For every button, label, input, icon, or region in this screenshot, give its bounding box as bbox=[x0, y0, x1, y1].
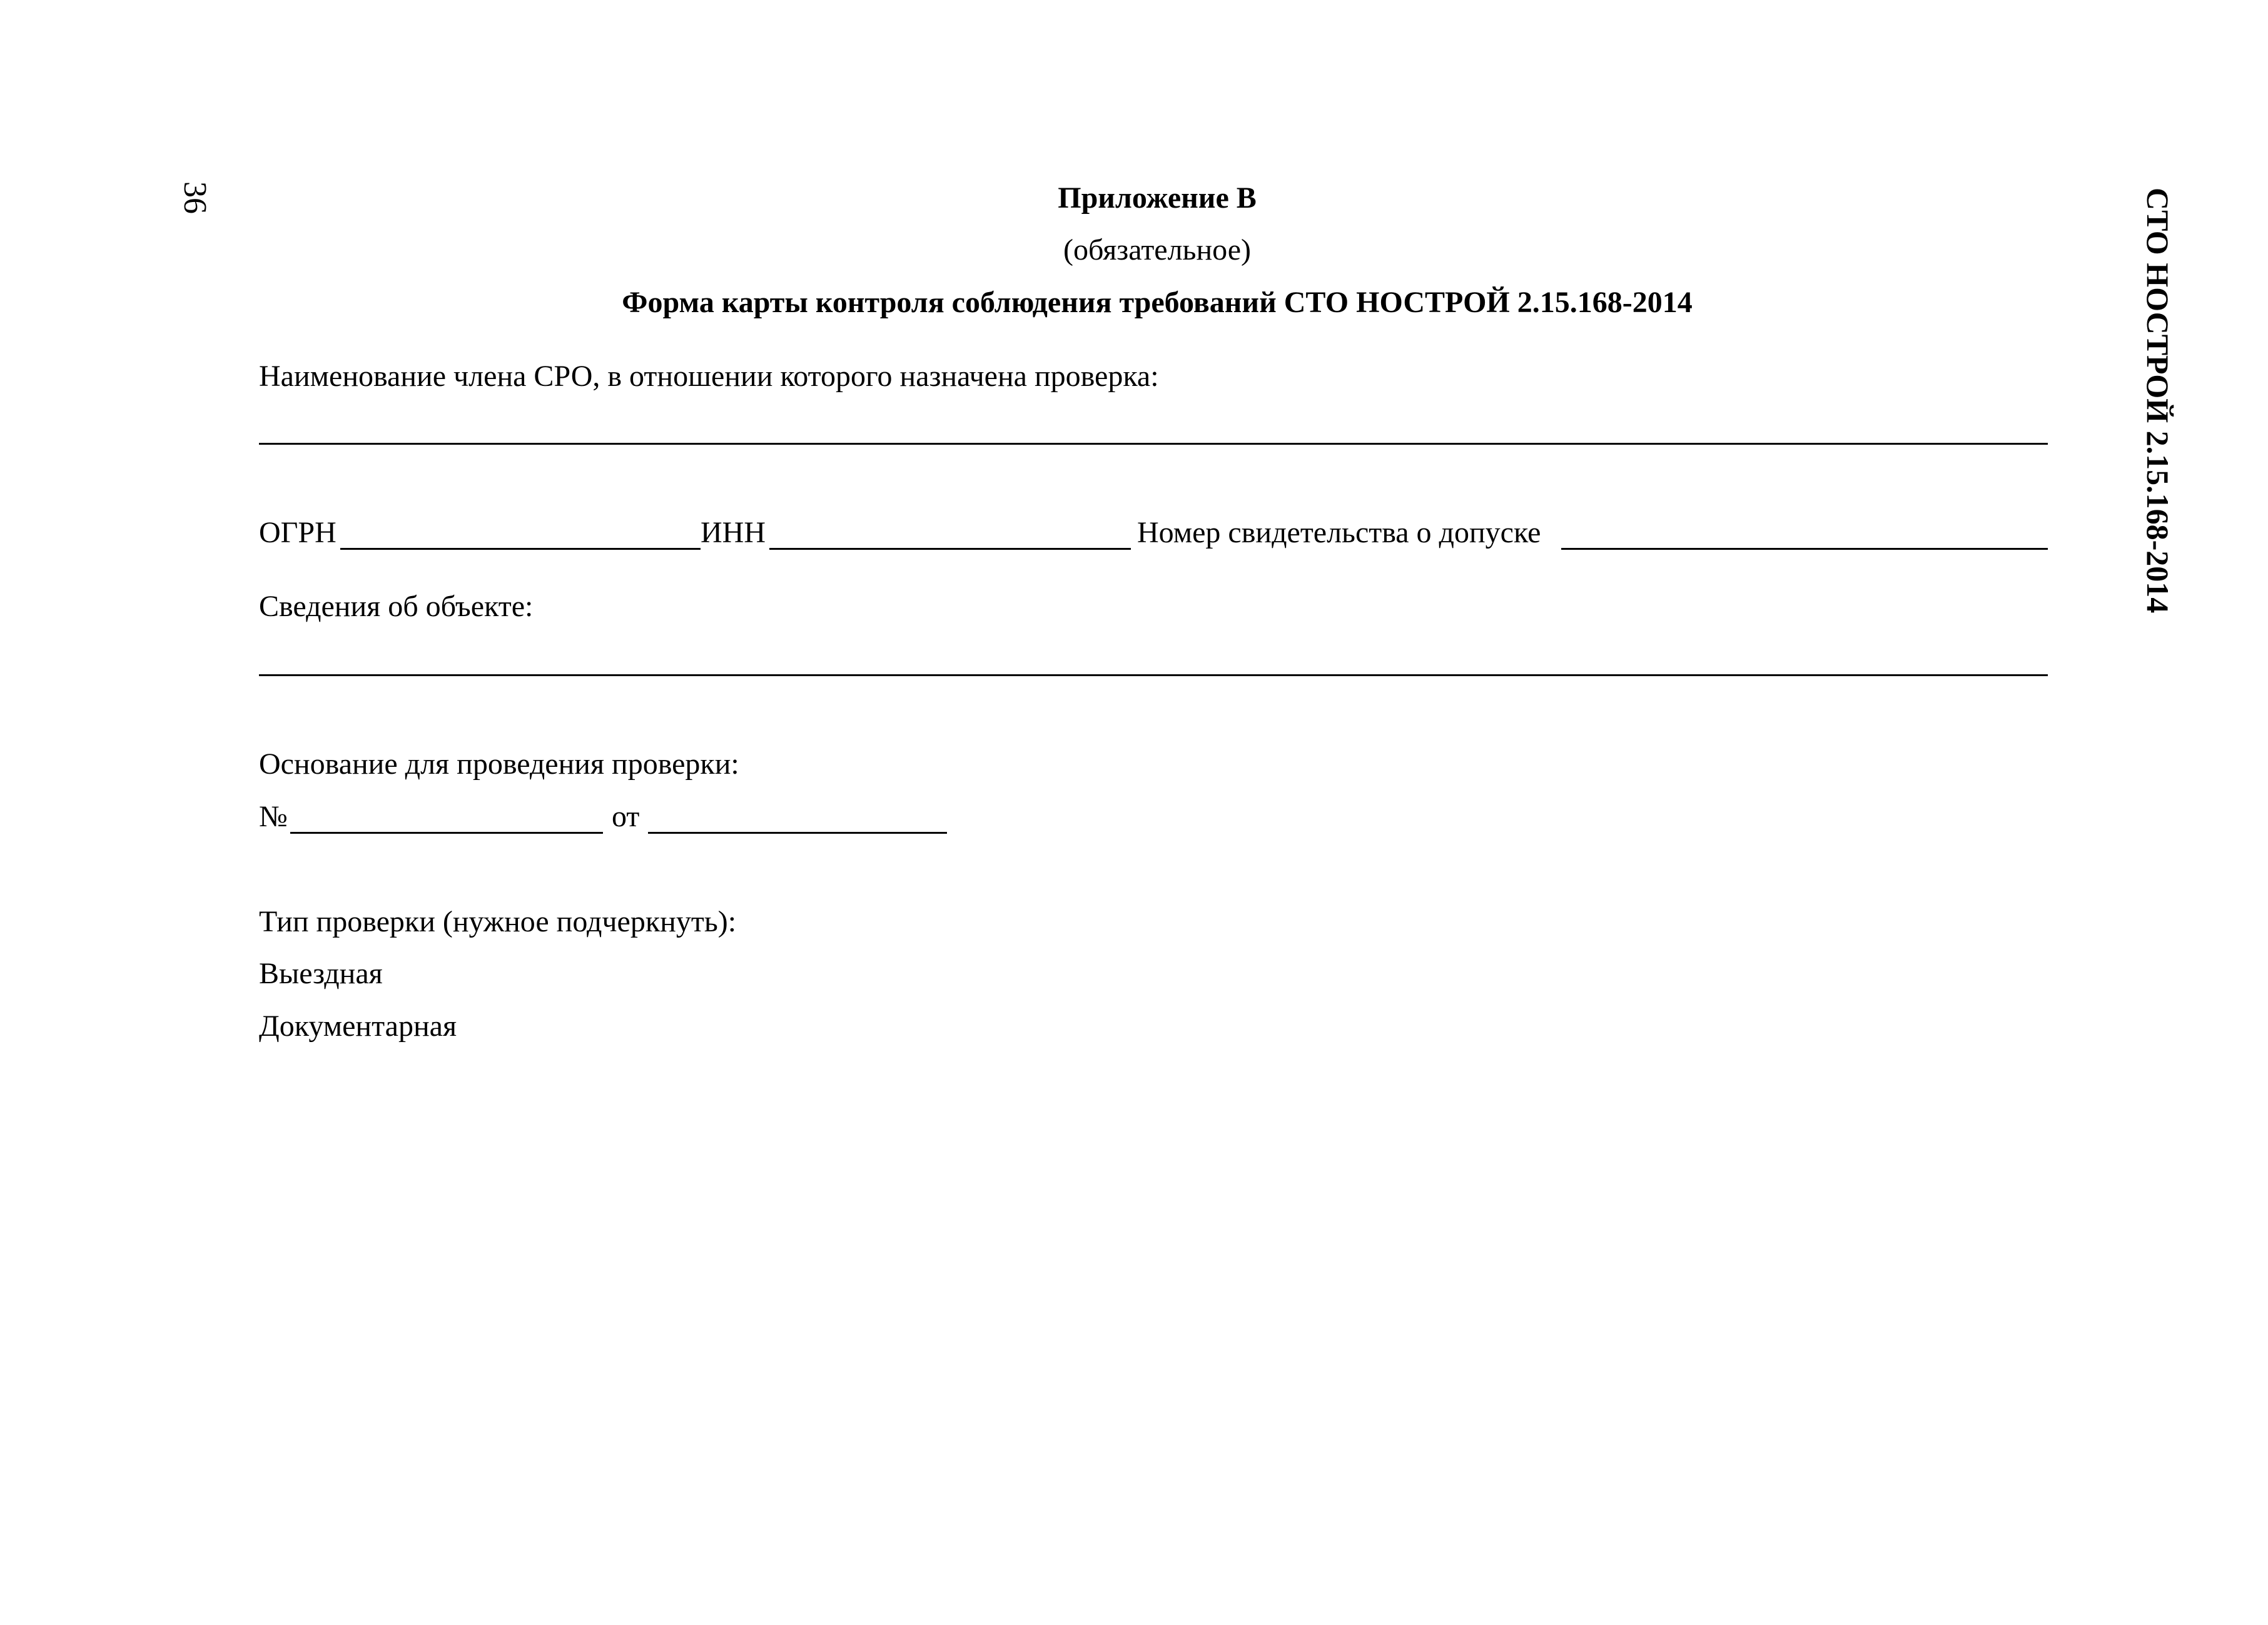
from-label: от bbox=[612, 800, 640, 833]
inn-line[interactable] bbox=[769, 548, 1131, 550]
form-title: Форма карты контроля соблюдения требований СТО НОСТРОЙ 2.15.168-2014 bbox=[622, 286, 1693, 319]
certificate-line[interactable] bbox=[1561, 548, 2048, 550]
basis-number-line[interactable] bbox=[290, 832, 603, 834]
check-type-documentary[interactable]: Документарная bbox=[259, 1010, 457, 1043]
appendix-status: (обязательное) bbox=[1063, 233, 1251, 266]
object-info-line[interactable] bbox=[259, 674, 2048, 676]
number-sign: № bbox=[259, 800, 288, 833]
inn-label: ИНН bbox=[701, 516, 766, 549]
ogrn-label: ОГРН bbox=[259, 516, 337, 549]
member-name-label: Наименование члена СРО, в отношении которого назначена проверка: bbox=[259, 360, 1159, 393]
object-info-label: Сведения об объекте: bbox=[259, 590, 534, 623]
page-number: 36 bbox=[177, 181, 213, 214]
check-type-onsite[interactable]: Выездная bbox=[259, 957, 383, 990]
ogrn-line[interactable] bbox=[340, 548, 701, 550]
appendix-title: Приложение В bbox=[1058, 181, 1257, 215]
document-header-vertical: СТО НОСТРОЙ 2.15.168-2014 bbox=[2140, 188, 2175, 614]
check-type-label: Тип проверки (нужное подчеркнуть): bbox=[259, 905, 737, 938]
basis-date-line[interactable] bbox=[648, 832, 947, 834]
basis-label: Основание для проведения проверки: bbox=[259, 747, 739, 781]
member-name-line[interactable] bbox=[259, 443, 2048, 445]
certificate-label: Номер свидетельства о допуске bbox=[1137, 516, 1541, 549]
